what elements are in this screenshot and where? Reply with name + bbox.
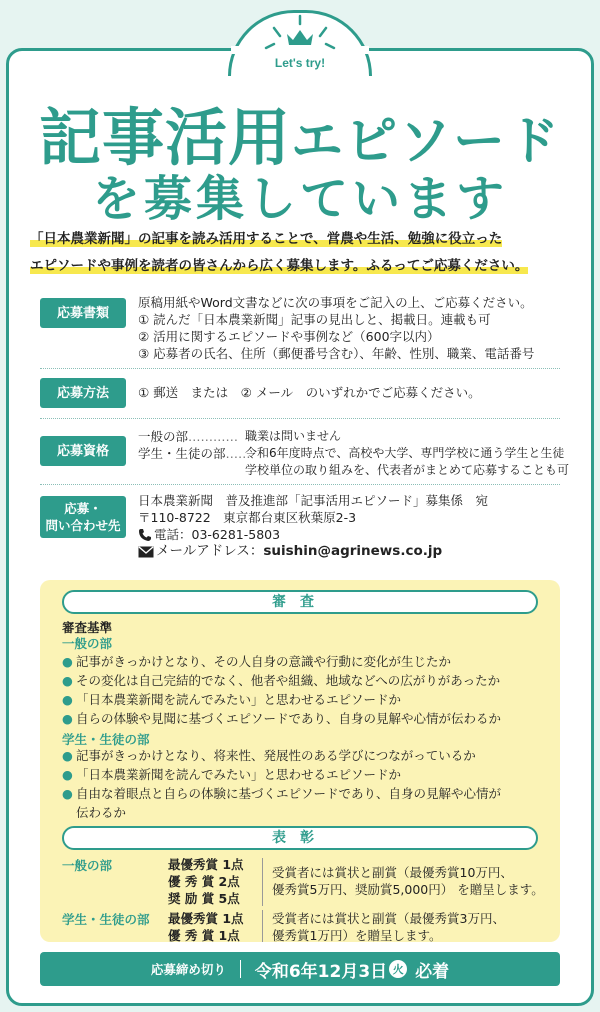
deadline-bar	[40, 952, 560, 986]
review-student-list: ● 記事がきっかけとなり、将来性、発展性のある学びにつながっているか ● 「日本農業新聞を読んでみたい」と思わせるエピソードか ● 自由な着眼点と自らの体験に基づくエピソードであり、自身の見解や心情が 伝わるか	[62, 748, 502, 820]
review-header: 審査	[62, 590, 538, 614]
review-student-title: 学生・生徒の部	[62, 732, 150, 747]
crown-icon	[285, 28, 315, 48]
lets-try-badge: Let's try!	[274, 56, 326, 70]
awards-header: 表彰	[62, 826, 538, 850]
method-text: ① 郵送 または ② メール のいずれかでご応募ください。	[138, 385, 481, 400]
awards-student-note: 受賞者には賞状と副賞（最優秀賞3万円、 優秀賞1万円）を贈呈します。	[272, 911, 505, 943]
deadline-label: 応募締め切り	[150, 962, 226, 977]
awards-general-title: 一般の部	[62, 858, 113, 873]
lead-text: 「日本農業新聞」の記事を読み活用することで、営農や生活、勉強に役立った エピソードや事例を読者の皆さんから広く募集します。ふるってご応募ください。	[30, 231, 529, 274]
deadline-suffix: 必着	[415, 961, 450, 982]
review-panel	[40, 580, 560, 942]
eligibility-body: 職業は問いません 令和6年度時点で、高校や大学、専門学校に通う学生と生徒 学校単位の取り組みを、代表者がまとめて応募することも可	[245, 429, 570, 477]
awards-student-list: 最優秀賞 1点 優 秀 賞 1点	[168, 911, 244, 943]
deadline-date: 令和6年12月3日	[254, 961, 388, 982]
deadline-weekday: 火	[389, 960, 407, 978]
method-label: 応募方法	[40, 378, 126, 408]
phone-icon	[138, 528, 152, 542]
requirements-body: 原稿用紙やWord文書などに次の事項をご記入の上、ご応募ください。 ① 読んだ「日本農業新聞」記事の見出しと、掲載日。連載も可 ② 活用に関するエピソードや事例など（600字以内） ③ 応募者の氏名、住所（郵便番号含む）、年齢、性別、職業、電話番号	[138, 295, 535, 361]
review-general-list: ● 記事がきっかけとなり、その人自身の意識や行動に変化が生じたか ● その変化は自己完結的でなく、他者や組織、地域などへの広がりがあったか ● 「日本農業新聞を読んでみたい」と思わせるエピソードか ● 自らの体験や見聞に基づくエピソードであり、自身の見解や心情が伝わるか	[62, 654, 502, 726]
contact-body: 日本農業新聞 普及推進部「記事活用エピソード」募集係 宛 〒110-8722 東京都台東区秋葉原2-3 電話：03-6281-5803 メールアドレス： suishin@agrinews.co.jp	[138, 493, 489, 559]
page-subtitle: を募集しています	[91, 171, 508, 227]
title-part2: エピソード	[291, 112, 562, 172]
awards-general-list: 最優秀賞 1点 優 秀 賞 2点 奨 励 賞 5点	[168, 857, 244, 906]
awards-student-title: 学生・生徒の部	[62, 912, 150, 927]
title-part1: 記事活用	[38, 101, 291, 174]
contact-label: 応募・ 問い合わせ先	[40, 496, 126, 538]
eligibility-label: 応募資格	[40, 436, 126, 466]
criteria-title: 審査基準	[62, 620, 113, 635]
review-general-title: 一般の部	[62, 636, 113, 651]
mail-icon	[138, 546, 154, 558]
awards-general-note: 受賞者には賞状と副賞（最優秀賞10万円、 優秀賞5万円、奨励賞5,000円） を贈呈します。	[272, 865, 544, 897]
requirements-label: 応募書類	[40, 298, 126, 328]
contact-email[interactable]: suishin@agrinews.co.jp	[263, 543, 443, 559]
